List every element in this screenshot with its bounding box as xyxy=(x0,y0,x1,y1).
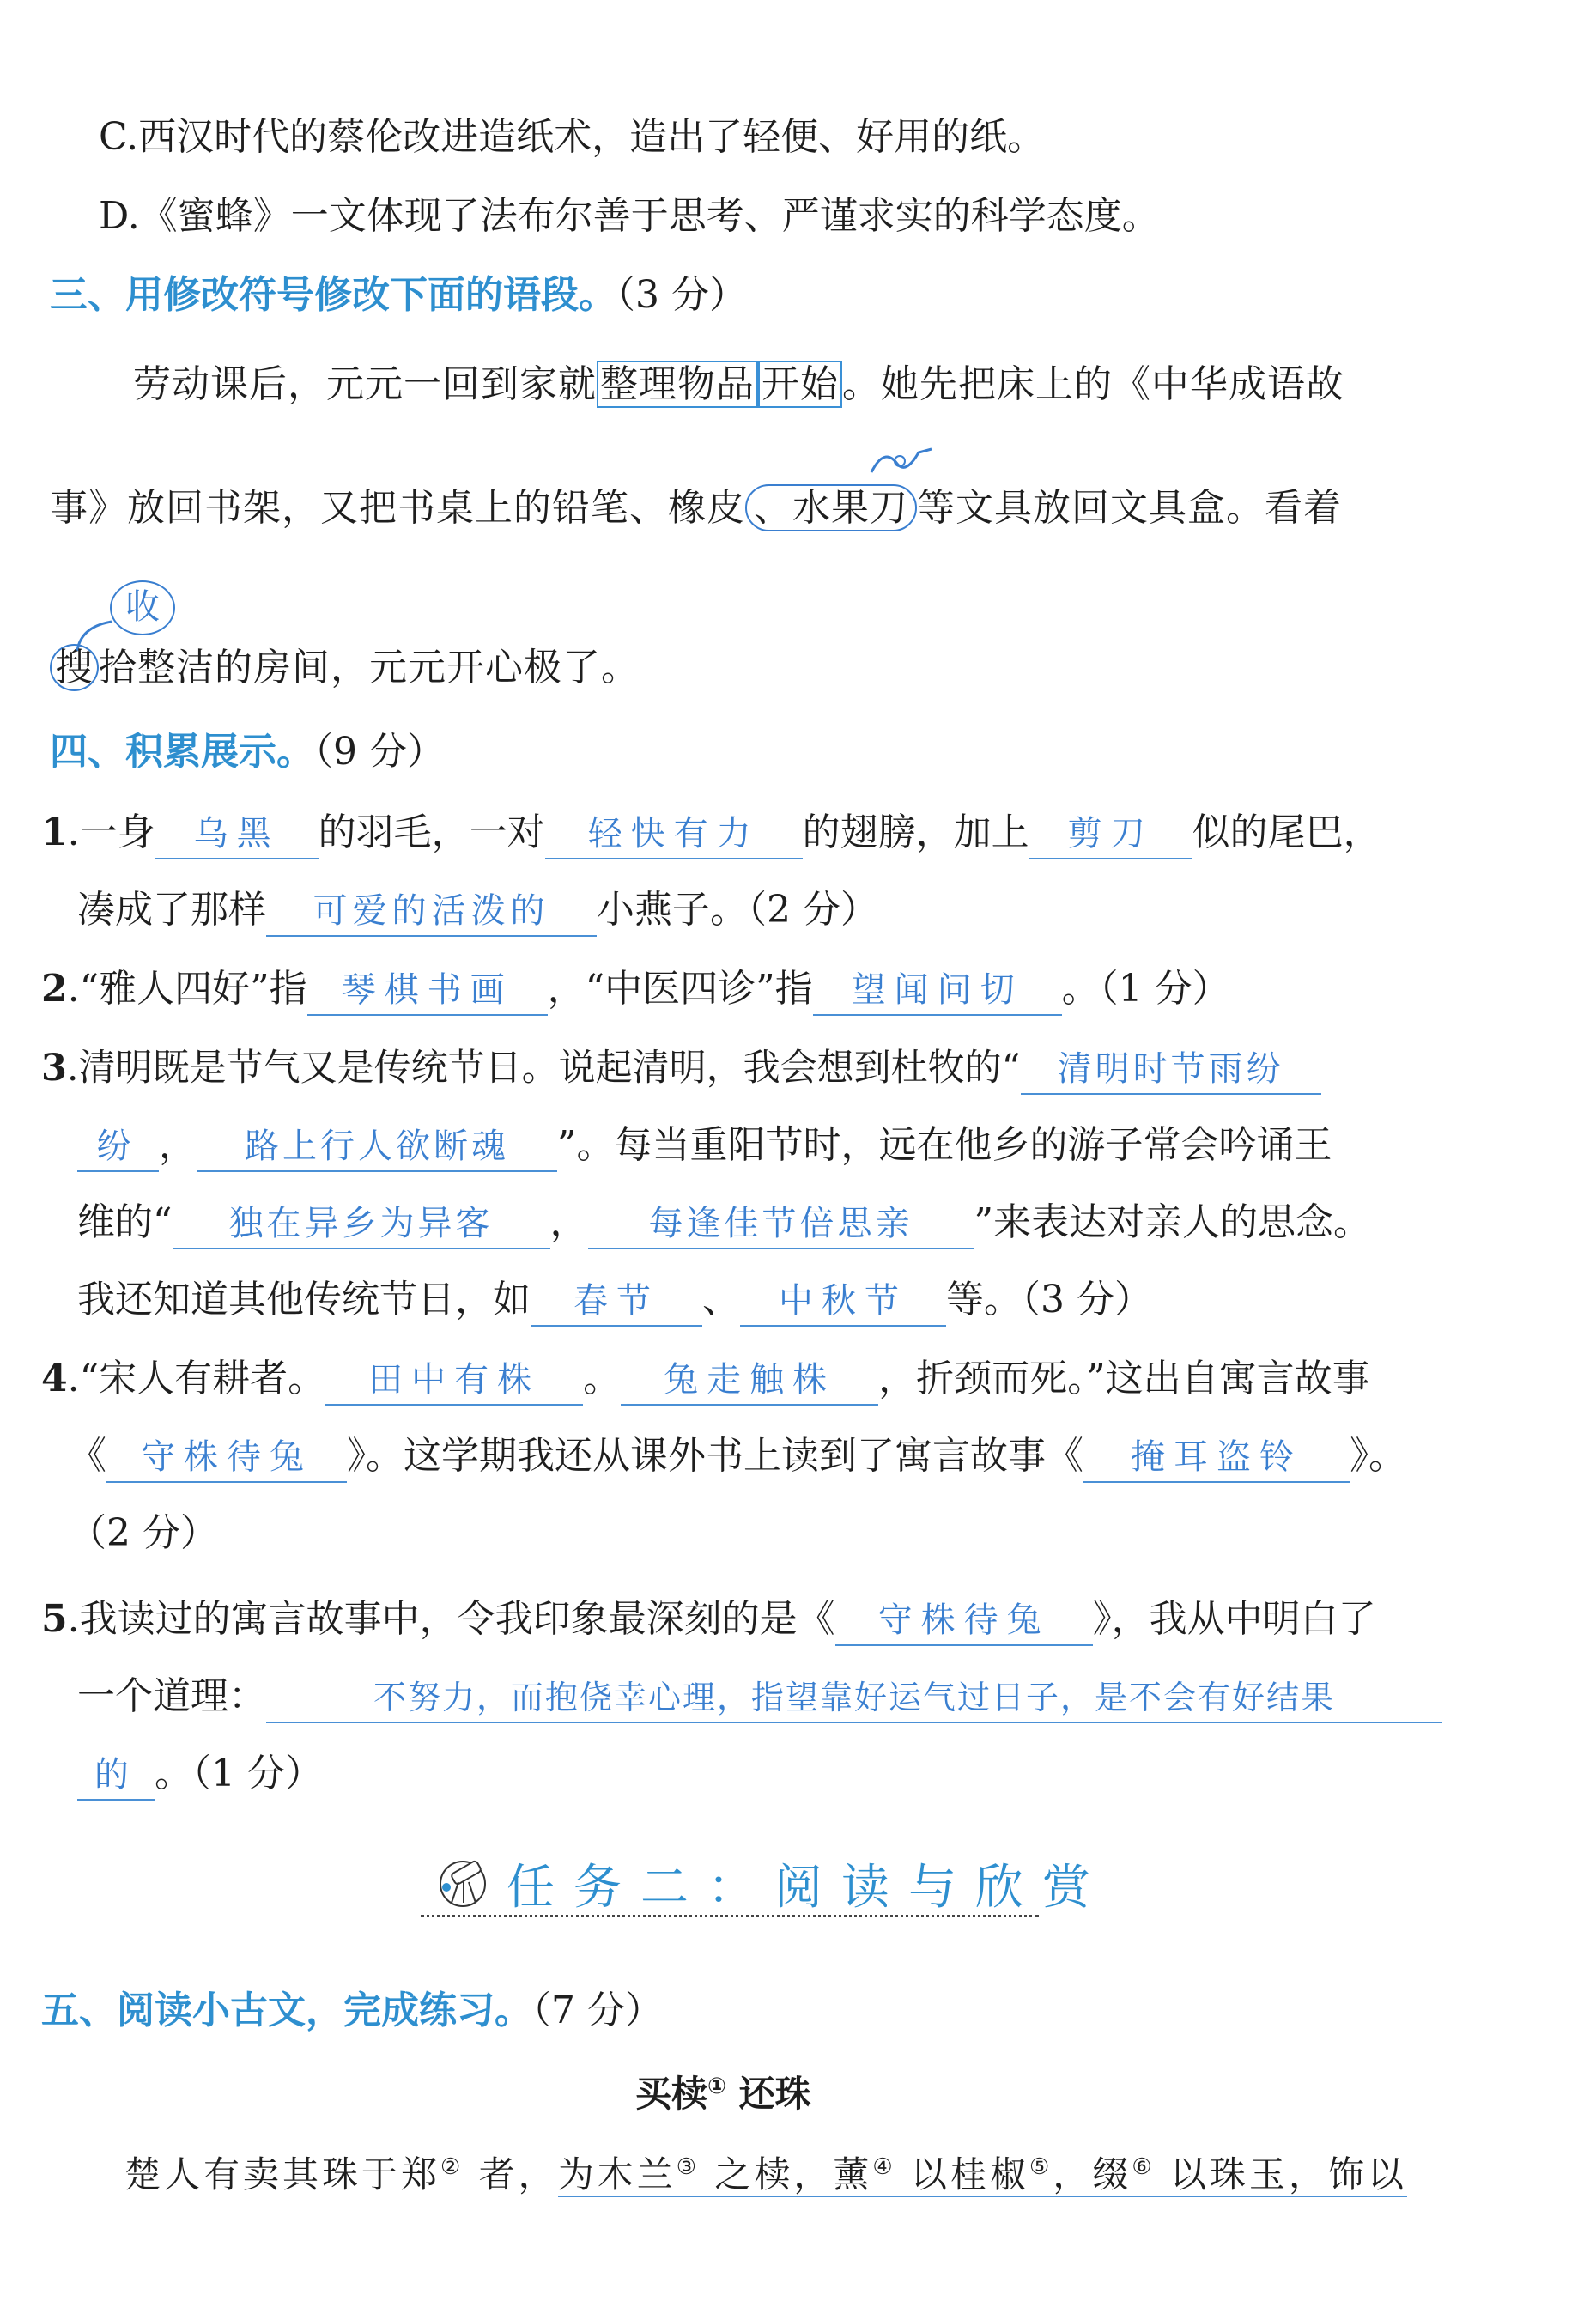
text: ， xyxy=(549,1200,588,1244)
answer-blank: 掩耳盗铃 xyxy=(1083,1433,1350,1483)
answer-blank: 田中有株 xyxy=(325,1356,583,1406)
answer-blank: 兔走触株 xyxy=(621,1356,878,1406)
section-3-heading: 三、用修改符号修改下面的语段。 xyxy=(50,273,616,317)
text: 似的尾巴， xyxy=(1192,811,1381,854)
paragraph-line-3 xyxy=(50,642,640,694)
q5-line-1 xyxy=(41,1594,1376,1646)
q2-number: 2 xyxy=(41,967,68,1011)
answer-blank: 清明时节雨纷 xyxy=(1021,1045,1321,1095)
q2-line xyxy=(41,963,1230,1016)
q3-line-2 xyxy=(77,1120,1332,1172)
text: 》。 xyxy=(1350,1434,1406,1478)
q3-number: 3 xyxy=(41,1047,67,1090)
text: .“雅人四好”指 xyxy=(67,967,307,1011)
q4-line-3 xyxy=(69,1508,218,1559)
option-d: D.《蜜蜂》一文体现了法布尔善于思考、严谨求实的科学态度。 xyxy=(99,194,1160,238)
q1-line-1 xyxy=(41,807,1381,859)
paragraph-line-2 xyxy=(50,483,1342,534)
underlined-text: 为木兰③ 之椟，薰④ 以桂椒⑤，缀⑥ 以珠玉，饰以 xyxy=(557,2153,1408,2196)
q1-line-2 xyxy=(77,884,878,937)
text: 小燕子。（2 分） xyxy=(597,888,878,932)
article-title xyxy=(635,2061,811,2120)
answer-blank: 守株待兔 xyxy=(106,1433,347,1483)
answer-blank: 守株待兔 xyxy=(835,1596,1093,1646)
option-c: C.西汉时代的蔡伦改进造纸术，造出了轻便、好用的纸。 xyxy=(99,115,1046,159)
answer-blank: 乌黑 xyxy=(155,810,319,859)
footnote-marker: ① xyxy=(707,2074,727,2099)
circled-text: 、水果刀 xyxy=(745,484,917,531)
text: .清明既是节气又是传统节日。说起清明，我会想到杜牧的“ xyxy=(66,1047,1021,1090)
section-5-title xyxy=(41,1985,663,2037)
task-2-banner xyxy=(421,1846,1109,1917)
section-3-title xyxy=(50,270,747,321)
answer-blank: 可爱的活泼的 xyxy=(266,887,597,937)
text: 劳动课后，元元一回到家就 xyxy=(133,362,597,406)
text: .“宋人有耕者。 xyxy=(67,1357,326,1400)
answer-blank: 路上行人欲断魂 xyxy=(197,1122,557,1172)
boxed-text-1: 整理物品 xyxy=(597,361,758,408)
text: 维的“ xyxy=(77,1200,173,1244)
q1-number: 1 xyxy=(41,811,68,854)
footnote-marker: ② xyxy=(440,2154,464,2180)
text: 楚人有卖其珠于郑 xyxy=(124,2153,441,2196)
text: ， xyxy=(159,1123,197,1167)
section-5-points: （7 分） xyxy=(532,1989,663,2032)
text: 者， xyxy=(464,2153,558,2196)
q4-number: 4 xyxy=(41,1357,68,1400)
text: 《 xyxy=(69,1434,106,1478)
telescope-icon xyxy=(434,1853,491,1910)
article-title-a: 买椟 xyxy=(635,2073,708,2115)
text: 》。这学期我还从课外书上读到了寓言故事《 xyxy=(347,1434,1083,1478)
text: （2 分） xyxy=(69,1511,218,1555)
answer-blank: 春节 xyxy=(531,1277,702,1327)
answer-blank: 纷 xyxy=(77,1122,159,1172)
text: 的羽毛，一对 xyxy=(318,811,545,854)
text: ”来表达对亲人的思念。 xyxy=(974,1200,1371,1244)
section-5-heading: 五、阅读小古文，完成练习。 xyxy=(41,1989,532,2032)
text: 。（1 分） xyxy=(1061,967,1230,1011)
text: 。 xyxy=(583,1357,622,1400)
text: .我读过的寓言故事中，令我印象最深刻的是《 xyxy=(67,1597,835,1641)
task-2-title: 任务二：阅读与欣赏 xyxy=(507,1860,1109,1916)
text: 等文具放回文具盒。看着 xyxy=(917,486,1342,530)
text: 。她先把床上的《中华成语故 xyxy=(842,362,1344,406)
article-title-b: 还珠 xyxy=(726,2073,811,2115)
section-4-title xyxy=(50,726,445,778)
article-paragraph-1 xyxy=(124,2141,1407,2201)
q3-line-4 xyxy=(77,1274,1152,1327)
section-4-heading: 四、积累展示。 xyxy=(50,730,314,774)
boxed-text-2: 开始 xyxy=(758,361,842,408)
q4-line-1 xyxy=(41,1353,1370,1406)
text: 、 xyxy=(702,1278,740,1321)
circled-char: 搜 xyxy=(50,644,99,691)
text: 一个道理： xyxy=(77,1674,266,1718)
text: 凑成了那样 xyxy=(77,888,266,932)
answer-blank: 不努力，而抱侥幸心理，指望靠好运气过日子，是不会有好结果 xyxy=(266,1673,1442,1723)
answer-blank: 轻快有力 xyxy=(545,810,803,859)
text: ”。每当重阳节时，远在他乡的游子常会吟诵王 xyxy=(557,1123,1332,1167)
text: 事》放回书架，又把书桌上的铅笔、橡皮 xyxy=(50,486,745,530)
answer-blank: 望闻问切 xyxy=(813,966,1062,1016)
answer-blank: 每逢佳节倍思亲 xyxy=(588,1200,974,1249)
q3-line-1 xyxy=(41,1042,1321,1095)
section-3-points: （3 分） xyxy=(616,273,747,317)
text: 我还知道其他传统节日，如 xyxy=(77,1278,531,1321)
answer-blank: 剪刀 xyxy=(1029,810,1192,859)
correction-bubble: 收 xyxy=(110,580,175,635)
text: 》，我从中明白了 xyxy=(1092,1597,1376,1641)
section-4-points: （9 分） xyxy=(314,730,445,774)
text: .一身 xyxy=(67,811,155,854)
delete-mark-icon xyxy=(867,442,936,477)
answer-blank: 琴棋书画 xyxy=(307,966,548,1016)
text: ，“中医四诊”指 xyxy=(547,967,813,1011)
text: ，折颈而死。”这出自寓言故事 xyxy=(878,1357,1370,1400)
q5-number: 5 xyxy=(41,1597,68,1641)
answer-blank: 独在异乡为异客 xyxy=(173,1200,550,1249)
q4-line-2 xyxy=(69,1430,1406,1483)
q5-line-3 xyxy=(77,1748,323,1801)
q5-line-2 xyxy=(77,1671,1442,1723)
q3-line-3 xyxy=(77,1197,1371,1249)
paragraph-line-1 xyxy=(133,359,1344,410)
text: 。（1 分） xyxy=(155,1752,323,1795)
text: 拾整洁的房间，元元开心极了。 xyxy=(99,646,640,689)
answer-blank: 中秋节 xyxy=(740,1277,946,1327)
answer-blank: 的 xyxy=(77,1751,155,1801)
text: 的翅膀，加上 xyxy=(802,811,1029,854)
text: 等。（3 分） xyxy=(946,1278,1152,1321)
